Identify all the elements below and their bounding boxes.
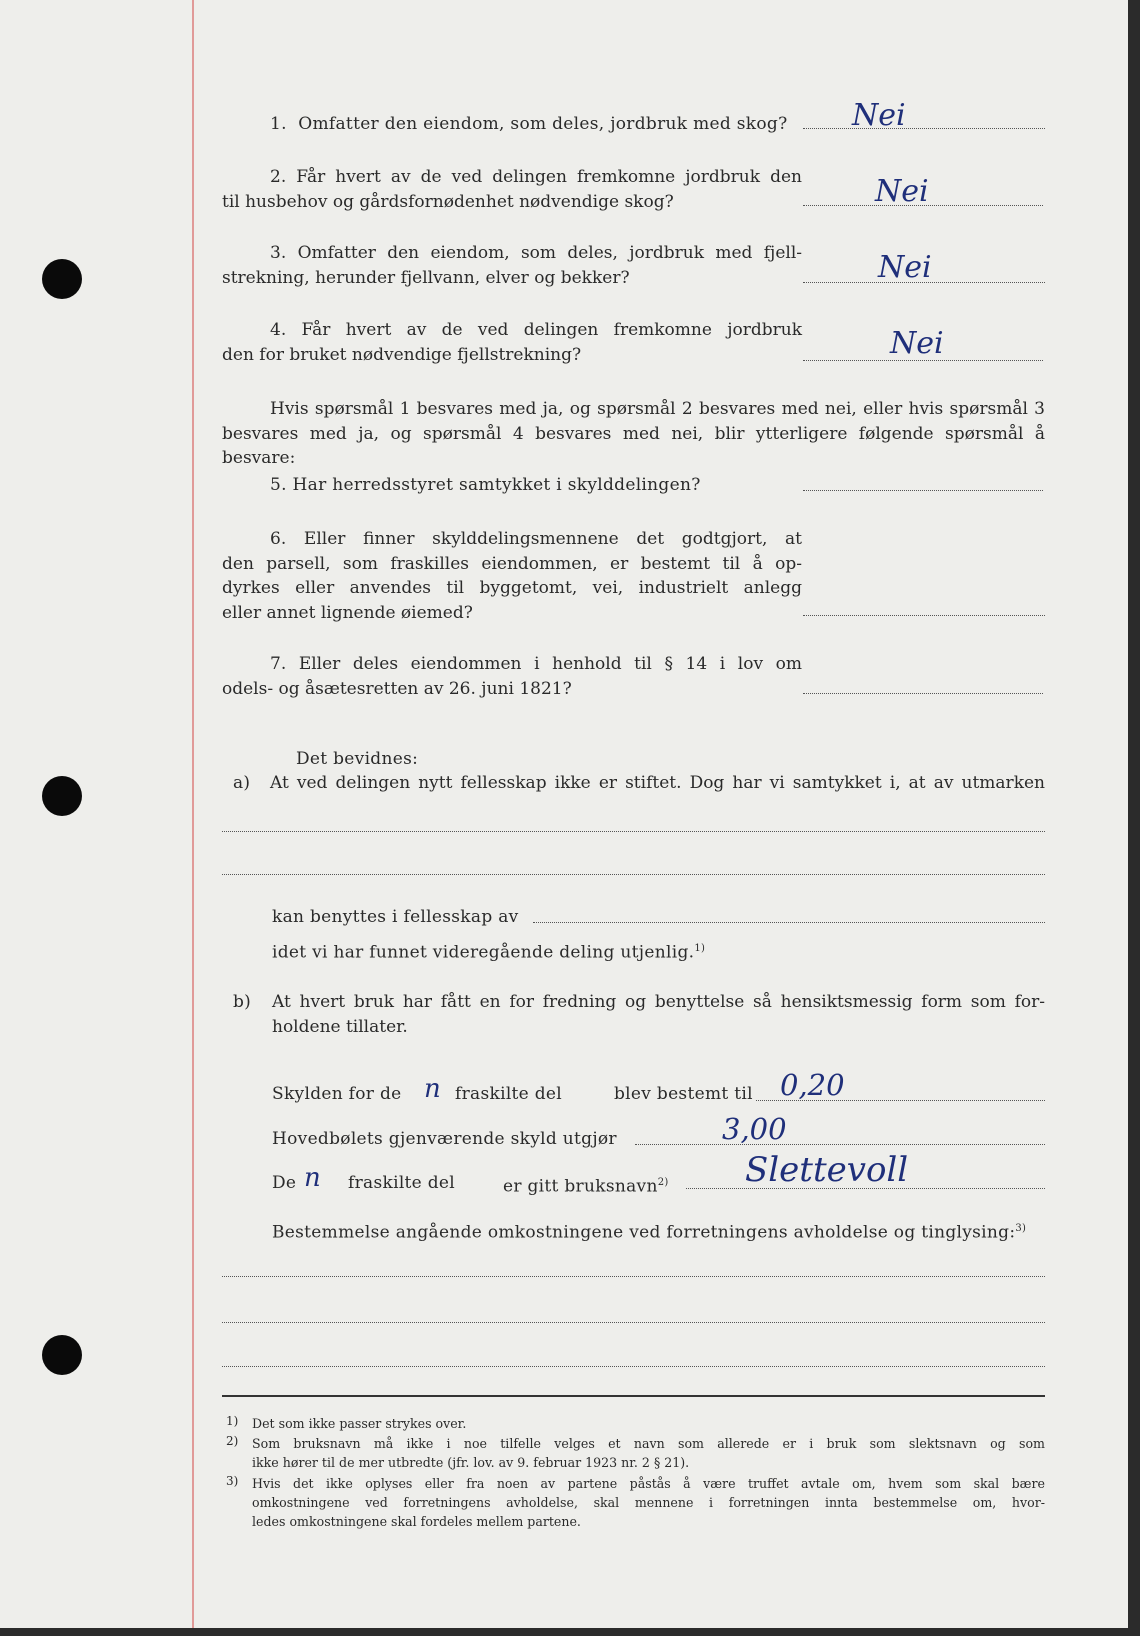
skyld-label bbox=[503, 1171, 669, 1199]
skyld-label: De bbox=[272, 1173, 297, 1193]
footnote-mark: 2) bbox=[226, 1434, 239, 1448]
answer-line bbox=[803, 128, 1045, 129]
question-number: 2. bbox=[270, 167, 287, 187]
item-a-text bbox=[270, 771, 1045, 796]
question-text: eller annet lignende øiemed? bbox=[222, 602, 473, 623]
condition-paragraph bbox=[222, 397, 1045, 471]
fill-line bbox=[222, 1322, 1045, 1323]
question-number: 7. bbox=[270, 654, 287, 674]
paragraph-line: besvares med ja, og spørsmål 4 besvares med nei, blir ytterligere følgende spørsmål å besvare: bbox=[222, 423, 1045, 468]
fill-line bbox=[222, 831, 1045, 832]
question-number: 4. bbox=[270, 320, 287, 340]
footnote-3 bbox=[252, 1474, 1045, 1531]
question-text: den for bruket nødvendige fjellstrekning? bbox=[222, 344, 582, 365]
handwritten-mark: n bbox=[424, 1074, 441, 1104]
handwritten-value: 0,20 bbox=[780, 1068, 845, 1102]
footnote-line: Hvis det ikke oplyses eller fra noen av partene påstås å være truffet avtale om, hvem som skal bære bbox=[252, 1476, 1045, 1491]
label-text: Bestemmelse angående omkostningene ved forretningens avholdelse og tinglysing: bbox=[272, 1222, 1016, 1243]
handwritten-answer: Nei bbox=[852, 98, 906, 133]
skyld-label: fraskilte del bbox=[348, 1173, 456, 1193]
question-text: Omfatter den eiendom, som deles, jordbruk med skog? bbox=[298, 114, 788, 134]
handwritten-answer: Nei bbox=[878, 250, 932, 285]
question-text: Eller finner skylddelingsmennene det godtgjort, at bbox=[303, 529, 802, 549]
question-1 bbox=[270, 112, 788, 136]
question-number: 1. bbox=[270, 114, 287, 134]
question-4 bbox=[222, 318, 802, 367]
footnote-mark: 3) bbox=[226, 1474, 239, 1488]
skyld-label: Hovedbølets gjenværende skyld utgjør bbox=[272, 1129, 617, 1149]
footnote-rule bbox=[222, 1395, 1045, 1397]
footnote-line: ledes omkostningene skal fordeles mellem partene. bbox=[252, 1514, 581, 1529]
question-6 bbox=[222, 527, 802, 625]
question-text: odels- og åsætesretten av 26. juni 1821? bbox=[222, 678, 572, 699]
fill-line bbox=[222, 1276, 1045, 1277]
fill-line bbox=[635, 1144, 1045, 1145]
paragraph-line: At hvert bruk har fått en for fredning og benyttelse så hensiktsmessig form som for- bbox=[272, 992, 1045, 1012]
question-text: dyrkes eller anvendes til byggetomt, vei, industrielt anlegg bbox=[222, 578, 802, 598]
question-3 bbox=[222, 241, 802, 290]
question-number: 3. bbox=[270, 243, 287, 263]
punch-hole bbox=[42, 1335, 82, 1375]
skyld-label: Skylden for de bbox=[272, 1084, 402, 1104]
question-7 bbox=[222, 652, 802, 701]
paragraph-line: holdene tillater. bbox=[272, 1016, 408, 1037]
question-number: 6. bbox=[270, 529, 287, 549]
question-text: Får hvert av de ved delingen fremkomne jordbruk den bbox=[296, 167, 802, 187]
footnote-2 bbox=[252, 1434, 1045, 1472]
label-text: er gitt bruksnavn bbox=[503, 1176, 658, 1197]
question-text: Omfatter den eiendom, som deles, jordbruk med fjell- bbox=[297, 243, 802, 263]
handwritten-answer: Nei bbox=[890, 326, 944, 361]
punch-hole bbox=[42, 259, 82, 299]
item-b-text bbox=[272, 990, 1045, 1039]
handwritten-mark: n bbox=[304, 1163, 321, 1193]
question-2 bbox=[222, 165, 802, 214]
punch-hole bbox=[42, 776, 82, 816]
question-text: den parsell, som fraskilles eiendommen, er bestemt til å op- bbox=[222, 553, 802, 574]
footnote-line: Det som ikke passer strykes over. bbox=[252, 1416, 467, 1431]
skyld-label: blev bestemt til bbox=[614, 1084, 753, 1104]
answer-line bbox=[803, 615, 1045, 616]
question-text: strekning, herunder fjellvann, elver og bekker? bbox=[222, 267, 630, 288]
footnote-ref: 1) bbox=[694, 943, 706, 954]
question-text: til husbehov og gårdsfornødenhet nødvendige skog? bbox=[222, 191, 674, 212]
question-text: Har herredsstyret samtykket i skylddelingen? bbox=[292, 475, 701, 495]
paragraph-line: Hvis spørsmål 1 besvares med ja, og spørsmål 2 besvares med nei, eller hvis spørsmål 3 bbox=[270, 399, 1045, 419]
answer-line bbox=[803, 490, 1043, 491]
paragraph-text: idet vi har funnet videregående deling utjenlig. bbox=[272, 942, 695, 963]
footnote-mark: 1) bbox=[226, 1414, 239, 1428]
handwritten-answer: Nei bbox=[875, 174, 929, 209]
paragraph-line: kan benyttes i fellesskap av bbox=[272, 907, 519, 927]
question-text: Får hvert av de ved delingen fremkomne jordbruk bbox=[301, 320, 802, 340]
footnote-ref: 2) bbox=[657, 1177, 669, 1188]
footnote-line: ikke hører til de mer utbredte (jfr. lov. av 9. februar 1923 nr. 2 § 21). bbox=[252, 1455, 690, 1470]
paragraph-line: At ved delingen nytt fellesskap ikke er stiftet. Dog har vi samtykket i, at av utmarken bbox=[270, 773, 1045, 793]
footnote-line: Som bruksnavn må ikke i noe tilfelle velges et navn som allerede er i bruk som slektsnavn og som bbox=[252, 1436, 1045, 1451]
fill-line bbox=[222, 1366, 1045, 1367]
footnote-ref: 3) bbox=[1015, 1223, 1027, 1234]
answer-line bbox=[803, 693, 1043, 694]
footnote-line: omkostningene ved forretningens avholdelse, skal mennene i forretningen innta bestemmelse om, hvor- bbox=[252, 1495, 1045, 1510]
handwritten-value: Slettevoll bbox=[745, 1150, 909, 1190]
item-label-a: a) bbox=[233, 773, 251, 793]
footnote-1 bbox=[252, 1414, 1045, 1433]
paragraph-line bbox=[272, 937, 705, 965]
fill-line bbox=[222, 874, 1045, 875]
margin-line bbox=[192, 0, 194, 1628]
fill-line bbox=[533, 922, 1045, 923]
skyld-label bbox=[272, 1217, 1026, 1245]
handwritten-value: 3,00 bbox=[722, 1112, 787, 1146]
question-5 bbox=[270, 473, 701, 497]
section-heading: Det bevidnes: bbox=[296, 749, 419, 769]
skyld-label: fraskilte del bbox=[455, 1084, 563, 1104]
item-label-b: b) bbox=[233, 992, 252, 1012]
question-text: Eller deles eiendommen i henhold til § 14 i lov om bbox=[298, 654, 802, 674]
question-number: 5. bbox=[270, 475, 287, 495]
